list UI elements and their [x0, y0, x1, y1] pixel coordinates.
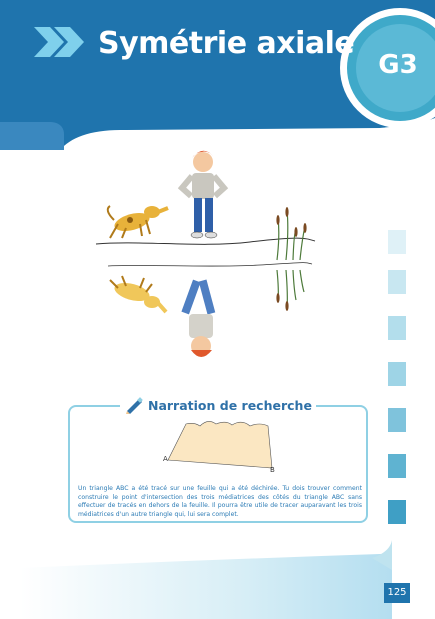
- problem-text: Un triangle ABC a été tracé sur une feuille qui a été déchirée. Tu dois trouver comment construire le point d'intersection des trois médiatrices des côtés du triangle ABC sans effectuer de tracés en dehors de la feuille. Il pourra être utile de tracer auparavant les trois médiatrices d'un autre triangle qui, lui sera complet.: [78, 485, 362, 518]
- header-band: [0, 0, 435, 150]
- narration-title: Narration de recherche: [148, 397, 312, 413]
- side-tab: [388, 500, 406, 524]
- vertex-a-label: A: [163, 455, 168, 463]
- page-title: Symétrie axiale: [98, 26, 355, 61]
- chapter-badge: G3: [378, 50, 418, 80]
- side-tab: [388, 362, 406, 386]
- narration-header: [120, 396, 316, 414]
- symmetry-illustration: [90, 140, 320, 365]
- side-tab: [388, 316, 406, 340]
- boy-reflection: [181, 280, 215, 357]
- side-tab: [388, 270, 406, 294]
- pencil-icon: [124, 396, 144, 414]
- dog-reflection: [110, 276, 166, 312]
- vertex-b-label: B: [270, 466, 275, 474]
- side-tab: [388, 408, 406, 432]
- reeds: [277, 210, 305, 310]
- side-tab: [388, 454, 406, 478]
- page-number: 125: [384, 583, 410, 603]
- side-tab: [388, 230, 406, 254]
- dog-figure: [108, 206, 168, 238]
- footer-band: [0, 540, 435, 619]
- boy-figure: [182, 151, 224, 238]
